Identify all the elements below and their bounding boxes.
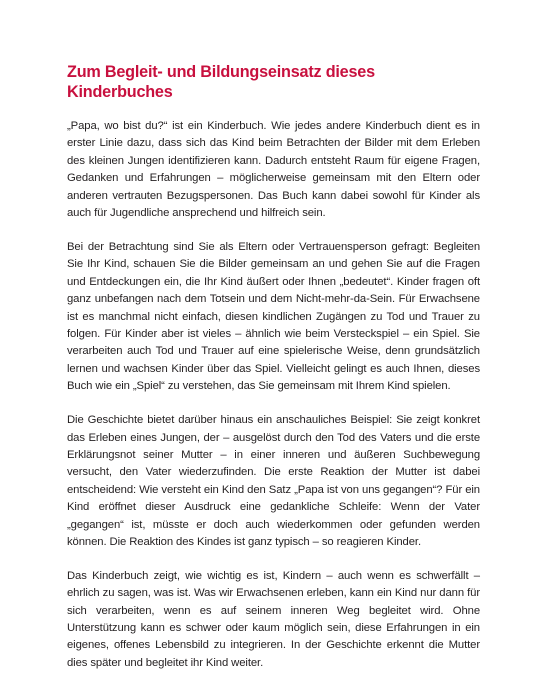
- paragraph-conclusion: Das Kinderbuch zeigt, wie wichtig es ist, Kindern – auch wenn es schwerfällt – ehrlich zu sagen, was ist. Was wir Erwachsenen erleben, kann ein Kind nur dann für sich verarbeiten, wenn es auf seinem inneren Weg begleitet wird. Ohne Unterstützung kann es schwer oder kaum möglich sein, diese Erfahrungen in ein eigenes, offenes Lebensbild zu integrieren. In der Geschichte erkennt die Mutter dies später und begleitet ihr Kind weiter.: [67, 569, 480, 669]
- paragraph-guidance: Bei der Betrachtung sind Sie als Eltern oder Vertrauensperson gefragt: Begleiten Sie Ihr Kind, schauen Sie die Bilder gemeinsam an und gehen Sie auf die Fragen und Entdeckungen ein, die Ihr Kind äußert oder Ihnen „bedeutet“. Kinder fragen oft ganz unbefangen nach dem Totsein und dem Nicht-mehr-da-Sein. Für Erwachsene ist es manchmal nicht einfach, diesen kindlichen Zugängen zu Tod und Trauer zu folgen. Für Kinder aber ist vieles – ähnlich wie beim Versteckspiel – ein Spiel. Sie verarbeiten auch Tod und Trauer auf eine spielerische Weise, denn grundsätzlich lernen und wachsen Kinder über das Spiel. Vielleicht gelingt es auch Ihnen, dieses Buch wie ein „Spiel“ zu verstehen, das Sie gemeinsam mit Ihrem Kind spielen.: [67, 240, 480, 393]
- document-heading: Zum Begleit- und Bildungseinsatz dieses Kinderbuches: [67, 63, 375, 101]
- paragraph-intro: „Papa, wo bist du?“ ist ein Kinderbuch. Wie jedes andere Kinderbuch dient es in erster Linie dazu, dass sich das Kind beim Betrachten der Bilder mit dem Erleben des kleinen Jungen identifizieren kann. Dadurch entsteht Raum für eigene Fragen, Gedanken und Erfahrungen – möglicherweise gemeinsam mit den Eltern oder anderen vertrauten Bezugspersonen. Das Buch kann dabei sowohl für Kinder als auch für Jugendliche ansprechend und hilfreich sein.: [67, 120, 480, 220]
- document-page: [67, 62, 480, 689]
- paragraph-story: Die Geschichte bietet darüber hinaus ein anschauliches Beispiel: Sie zeigt konkret das Erleben eines Jungen, der – ausgelöst durch den Tod des Vaters und die erste Erklärungsnot seiner Mutter – in einer inneren und äußeren Suchbewegung versucht, den Vater wiederzufinden. Die erste Reaktion der Mutter ist dabei entscheidend: Wie versteht ein Kind den Satz „Papa ist von uns gegangen“? Für ein Kind eröffnet dieser Ausdruck eine gedankliche Schleife: Wenn der Vater „gegangen“ ist, müsste er doch auch wiederkommen oder gefunden werden können. Die Reaktion des Kindes ist ganz typisch – so reagieren Kinder.: [67, 414, 480, 548]
